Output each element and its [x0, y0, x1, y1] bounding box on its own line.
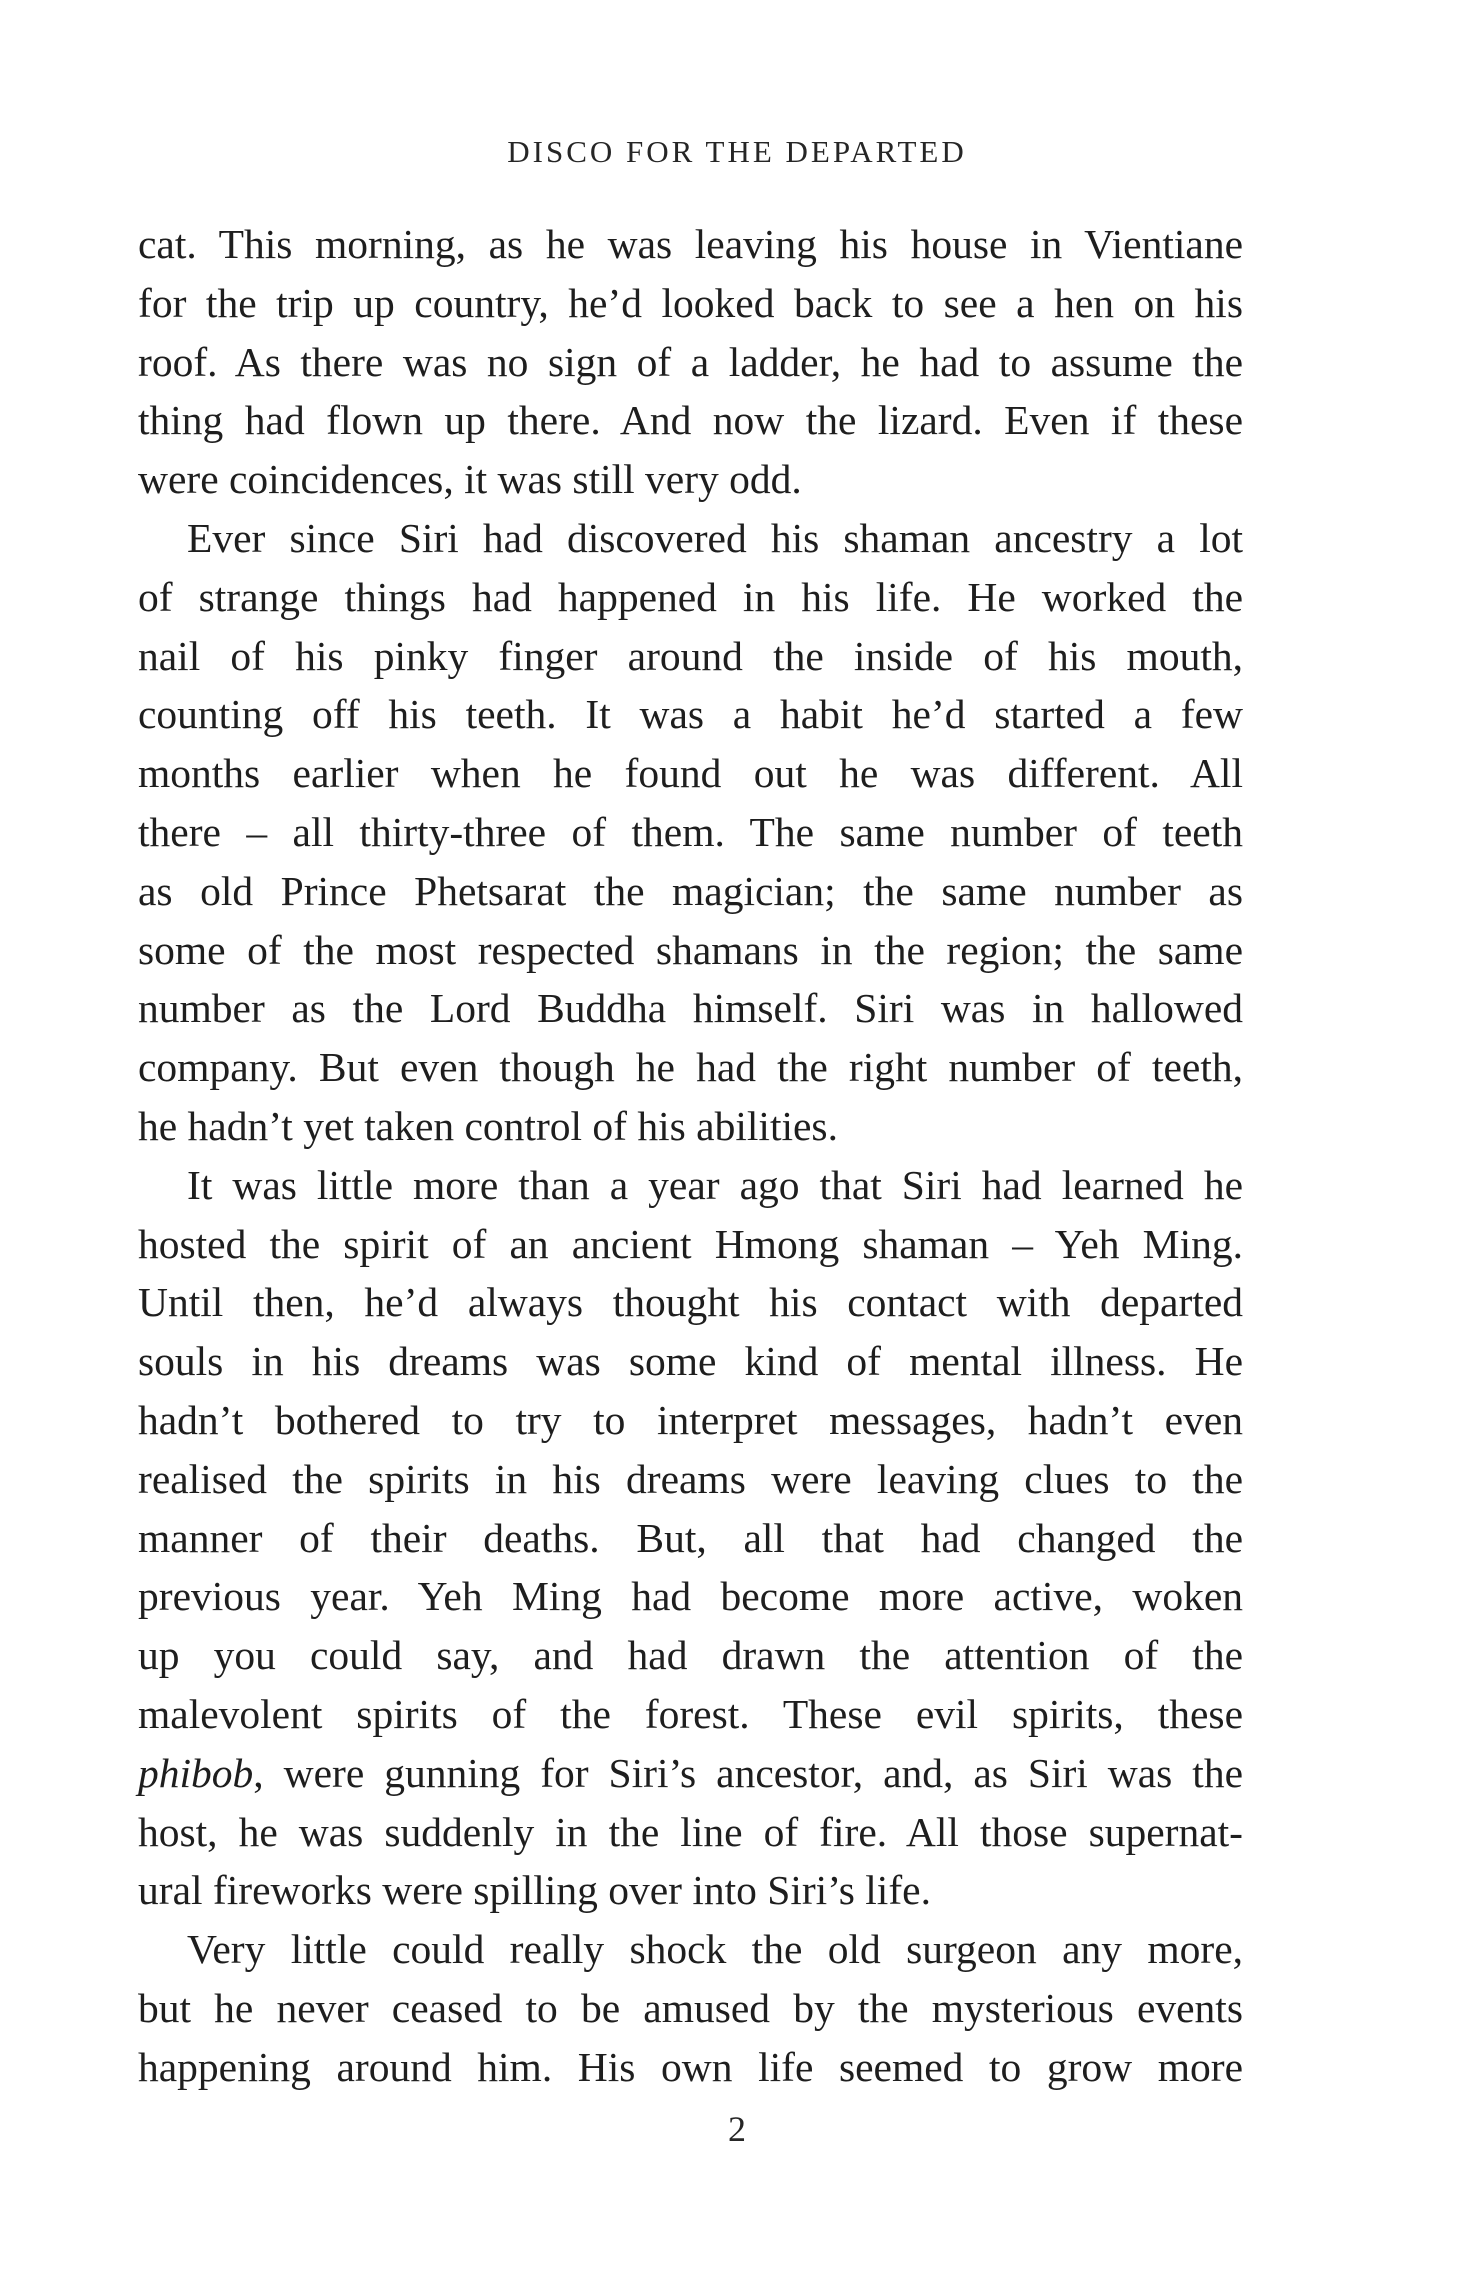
- italic-term: phibob: [138, 1749, 254, 1796]
- text-line: number as the Lord Buddha himself. Siri was in hallowed: [138, 985, 1243, 1032]
- text-line-rest: , were gunning for Siri’s ancestor, and, as Siri was the: [253, 1749, 1243, 1796]
- text-line: realised the spirits in his dreams were leaving clues to the: [138, 1455, 1243, 1502]
- text-line: but he never ceased to be amused by the mysterious events: [138, 1984, 1243, 2031]
- text-line: ural fireworks were spilling over into Siri’s life.: [138, 1867, 931, 1914]
- text-line: hosted the spirit of an ancient Hmong shaman – Yeh Ming.: [138, 1220, 1243, 1267]
- text-line: months earlier when he found out he was different. All: [138, 750, 1243, 797]
- text-line: hadn’t bothered to try to interpret messages, hadn’t even: [138, 1396, 1243, 1443]
- text-line: nail of his pinky finger around the inside of his mouth,: [138, 632, 1243, 679]
- page-number: 2: [728, 2109, 746, 2149]
- text-line: he hadn’t yet taken control of his abilities.: [138, 1102, 838, 1149]
- text-line: happening around him. His own life seemed to grow more: [138, 2043, 1243, 2090]
- text-line: were coincidences, it was still very odd.: [138, 456, 802, 503]
- text-line: It was little more than a year ago that Siri had learned he: [187, 1161, 1243, 1208]
- text-line: souls in his dreams was some kind of mental illness. He: [138, 1338, 1243, 1385]
- text-line: Ever since Siri had discovered his shaman ancestry a lot: [187, 514, 1243, 561]
- text-line: counting off his teeth. It was a habit he’d started a few: [138, 691, 1243, 738]
- text-line: some of the most respected shamans in the region; the same: [138, 926, 1243, 973]
- text-line: as old Prince Phetsarat the magician; the same number as: [138, 867, 1243, 914]
- text-line: up you could say, and had drawn the attention of the: [138, 1632, 1243, 1679]
- body-text: [138, 215, 1243, 2097]
- text-line: of strange things had happened in his life. He worked the: [138, 573, 1243, 620]
- text-line: for the trip up country, he’d looked back to see a hen on his: [138, 279, 1243, 326]
- text-line: thing had flown up there. And now the lizard. Even if these: [138, 397, 1243, 444]
- text-line: Until then, he’d always thought his contact with departed: [138, 1279, 1243, 1326]
- text-line: company. But even though he had the right number of teeth,: [138, 1044, 1243, 1091]
- text-line: previous year. Yeh Ming had become more active, woken: [138, 1573, 1243, 1620]
- text-line: host, he was suddenly in the line of fire. All those supernat-: [138, 1808, 1243, 1855]
- text-line: Very little could really shock the old surgeon any more,: [187, 1926, 1243, 1973]
- text-line: malevolent spirits of the forest. These evil spirits, these: [138, 1690, 1243, 1737]
- text-line-with-italic: [138, 1744, 1243, 1803]
- text-line: cat. This morning, as he was leaving his house in Vientiane: [138, 221, 1243, 267]
- text-line: manner of their deaths. But, all that had changed the: [138, 1514, 1243, 1561]
- text-line: there – all thirty-three of them. The same number of teeth: [138, 808, 1243, 855]
- running-head: DISCO FOR THE DEPARTED: [507, 134, 967, 169]
- text-line: roof. As there was no sign of a ladder, he had to assume the: [138, 338, 1243, 385]
